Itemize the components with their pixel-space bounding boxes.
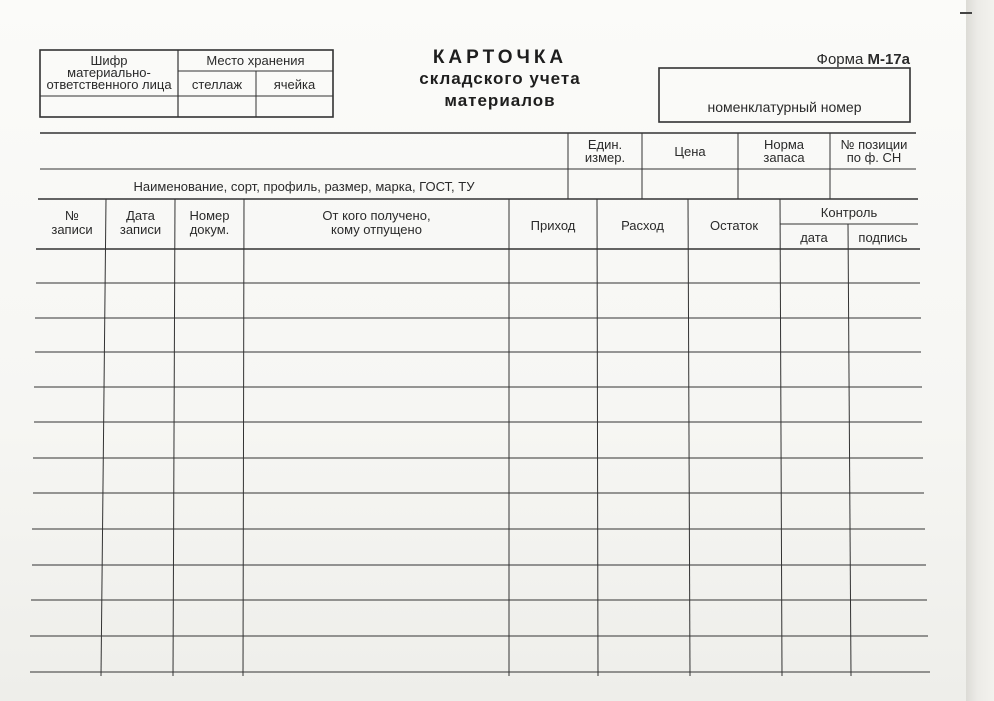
card-subtitle: складского учета [419,69,581,88]
cipher-label-line: Шифр [90,53,128,68]
unit-label [568,138,642,164]
col-entry-date [106,209,175,237]
nomenclature-number-label: номенклатурный номер [707,99,862,115]
col-from-to-line: кому отпущено [331,222,422,237]
unit-label-line: измер. [584,150,626,165]
col-document-number-line: Номер [189,208,230,223]
col-document-number [175,209,244,237]
cipher-label-line: материально- [67,65,151,80]
price-label: Цена [674,144,706,159]
stock-norm-label-line: Норма [763,137,804,152]
col-entry-date-line: Дата [126,208,155,223]
col-control: Контроль [820,205,878,220]
rack-label: стеллаж [191,77,243,92]
card-title: КАРТОЧКА [432,47,568,68]
col-control-signature: подпись [858,230,908,245]
storage-place-label: Место хранения [206,53,305,68]
cipher-label-line: ответственного лица [46,77,172,92]
form-code-value: М-17а [867,51,910,68]
col-from-to [244,209,509,237]
col-balance: Остаток [709,218,759,233]
col-control-date: дата [800,230,828,245]
col-entry-date-line: записи [119,222,162,237]
page-edge [966,0,994,701]
cell-label: ячейка [273,77,316,92]
edge-mark [960,12,972,14]
cipher-label [40,55,178,91]
stock-norm-label [738,138,830,164]
form-label: Форма [816,51,864,68]
col-from-to-line: От кого получено, [322,208,431,223]
position-label-line: по ф. СН [846,150,902,165]
form-code [740,52,910,68]
col-entry-number [38,209,106,237]
unit-label-line: Един. [587,137,623,152]
stock-norm-label-line: запаса [763,150,805,165]
col-entry-number-line: № [65,208,79,223]
col-income: Приход [530,218,576,233]
col-expense: Расход [621,218,664,233]
col-document-number-line: докум. [189,222,230,237]
card-subtitle-2: материалов [444,91,556,110]
position-label-line: № позиции [840,137,908,152]
material-name-caption: Наименование, сорт, профиль, размер, марка, ГОСТ, ТУ [133,179,475,194]
position-label [830,138,918,164]
col-entry-number-line: записи [51,222,93,237]
